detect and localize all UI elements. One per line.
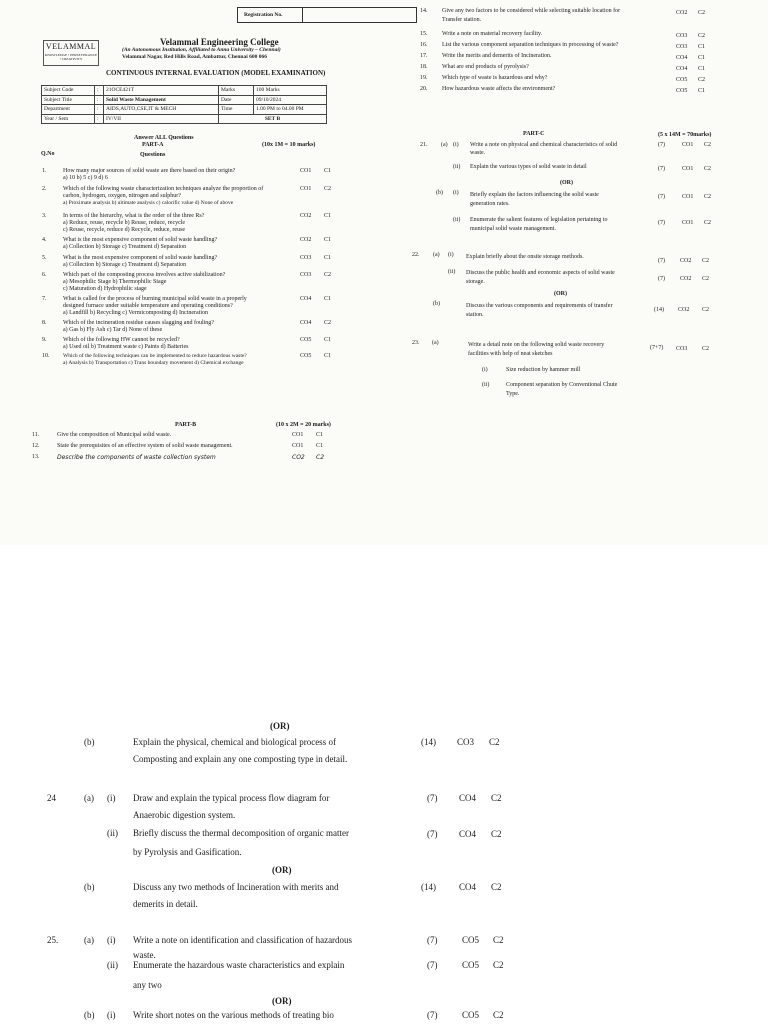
co-level: CO1 bbox=[292, 432, 304, 438]
qno: 12. bbox=[32, 443, 40, 449]
cognitive-level: C1 bbox=[324, 168, 332, 174]
part-a-marks: (10x 1M = 10 marks) bbox=[262, 142, 316, 148]
co-level: CO3 bbox=[676, 33, 688, 39]
cognitive-level: C2 bbox=[698, 77, 706, 83]
mark: (7) bbox=[658, 142, 665, 148]
question-options: a) Mesophilic Stage b) Thermophilic Stage bbox=[63, 279, 167, 285]
question-options: a) Collection b) Storage c) Treatment d) Separation bbox=[63, 244, 187, 250]
cognitive-level: C1 bbox=[324, 296, 332, 302]
q24b-co: CO4 bbox=[459, 882, 477, 892]
time-label: Time bbox=[219, 105, 254, 115]
department-label: Department bbox=[42, 105, 95, 115]
question-20 bbox=[420, 86, 720, 97]
or-separator: (OR) bbox=[560, 180, 573, 186]
question-16 bbox=[420, 42, 720, 53]
registration-box bbox=[237, 7, 417, 23]
college-affiliation: (An Autonomous Institution, Affiliated to Anna University – Chennai) bbox=[122, 47, 281, 53]
mark: (7) bbox=[658, 220, 665, 226]
co-level: CO5 bbox=[300, 353, 312, 359]
question-8 bbox=[30, 320, 350, 337]
question-text: State the prerequisites of an effective system of solid waste management. bbox=[57, 443, 233, 449]
answer-all: Answer ALL Questions bbox=[134, 135, 194, 141]
q24b-text: Discuss any two methods of Incineration with merits and bbox=[133, 882, 339, 892]
question-text-cont: municipal solid waste management. bbox=[470, 226, 556, 232]
q24a-i-co: CO4 bbox=[459, 793, 477, 803]
cognitive-level: C1 bbox=[316, 443, 324, 449]
question-text: Which part of the composting process involves active stabilization? bbox=[63, 272, 226, 278]
college-address: Velammal Nagar, Red Hills Road, Ambattur, Chennai 600 066 bbox=[122, 54, 268, 60]
qno-header: Q.No bbox=[41, 151, 55, 157]
co-level: CO2 bbox=[676, 10, 688, 16]
co-level: CO2 bbox=[300, 237, 312, 243]
q24a-ii-mark: (7) bbox=[427, 829, 438, 839]
registration-label: Registration No. bbox=[244, 12, 283, 18]
cognitive-level: C2 bbox=[704, 194, 712, 200]
cognitive-level: C1 bbox=[324, 255, 332, 261]
date-label: Date bbox=[219, 95, 254, 105]
q23b-co: CO3 bbox=[457, 737, 475, 747]
question-options: a) Analysis b) Transportation c) Trans boundary movement d) Chemical exchange bbox=[63, 360, 244, 366]
co-level: CO2 bbox=[680, 258, 692, 264]
co-level: CO5 bbox=[300, 337, 312, 343]
co-level: CO2 bbox=[300, 213, 312, 219]
q25b-i-co: CO5 bbox=[462, 1010, 480, 1020]
cognitive-level: C1 bbox=[698, 55, 706, 61]
time-value: 1.00 PM to 04.00 PM bbox=[254, 105, 327, 115]
q24a-i-mark: (7) bbox=[427, 793, 438, 803]
question-options: a) Collection b) Storage c) Treatment d) Separation bbox=[63, 262, 187, 268]
cognitive-level: C2 bbox=[704, 142, 712, 148]
question-text: Give any two factors to be considered while selecting suitable location for bbox=[442, 8, 621, 14]
q24b-label: (b) bbox=[84, 882, 95, 892]
colon: : bbox=[95, 105, 104, 115]
subject-code: 21OCE421T bbox=[104, 86, 219, 96]
or-separator: (OR) bbox=[272, 996, 292, 1006]
set-label: SET B bbox=[219, 114, 327, 124]
question-text: Discuss the various components and requirements of transfer bbox=[466, 303, 613, 309]
q25a-i-text-cont: waste. bbox=[133, 950, 156, 960]
question-4 bbox=[30, 237, 350, 255]
colon: : bbox=[95, 95, 104, 105]
question-text: In terms of the hierarchy, what is the order of the three Rs? bbox=[63, 213, 205, 219]
part-b-marks: (10 x 2M = 20 marks) bbox=[276, 422, 331, 428]
marks-value: 100 Marks bbox=[254, 86, 327, 96]
subject-title-label: Subject Title bbox=[42, 95, 95, 105]
q25a-i-co: CO5 bbox=[462, 935, 480, 945]
co-level: CO5 bbox=[676, 77, 688, 83]
q23b-cognitive: C2 bbox=[489, 737, 500, 747]
question-21: 21. (a) (i) Write a note on physical and chemical characteristics of solid waste. (7) CO1 C2 (ii) Explain the various types of solid waste in detail (7) CO1 C2 (OR) (b) (i) Briefly explain the factors influencing the solid waste generation rates. (7) CO1 C2 (ii) Enumerate the salient features of legislation pertaining to municipal solid waste management. (7) CO1 C2 bbox=[420, 142, 712, 232]
cognitive-level: C1 bbox=[324, 337, 332, 343]
question-text-cont: station. bbox=[466, 312, 484, 318]
co-level: CO3 bbox=[676, 44, 688, 50]
question-text: Which type of waste is hazardous and why? bbox=[442, 75, 548, 81]
q24a-i-text: Draw and explain the typical process flow diagram for bbox=[133, 793, 330, 803]
question-text: Which of the incineration residue causes slagging and fouling? bbox=[63, 320, 214, 326]
qno: 4. bbox=[42, 237, 47, 243]
college-name: Velammal Engineering College bbox=[160, 37, 279, 47]
cognitive-level: C1 bbox=[316, 432, 324, 438]
part-a-label: PART-A bbox=[142, 142, 164, 148]
exam-page-2 bbox=[0, 545, 768, 1024]
q24a-i-label: (i) bbox=[107, 793, 116, 803]
mark: (7) bbox=[658, 166, 665, 172]
cognitive-level: C2 bbox=[702, 258, 710, 264]
q25a-ii-mark: (7) bbox=[427, 960, 438, 970]
cognitive-level: C2 bbox=[324, 186, 332, 192]
qno: 7. bbox=[42, 296, 47, 302]
co-level: CO1 bbox=[682, 194, 694, 200]
question-text: What is the most expensive component of solid waste handling? bbox=[63, 255, 218, 261]
question-text-cont: Transfer station. bbox=[442, 17, 482, 23]
q24b-text-cont: demerits in detail. bbox=[133, 899, 198, 909]
co-level: CO3 bbox=[300, 272, 312, 278]
question-text: Which of the following techniques can be implemented to reduce hazardous waste? bbox=[63, 353, 247, 359]
co-level: CO2 bbox=[292, 454, 305, 461]
question-text: Write a note on material recovery facility. bbox=[442, 31, 543, 37]
year-sem-value: IV/VII bbox=[104, 114, 219, 124]
colon: : bbox=[95, 114, 104, 124]
cognitive-level: C2 bbox=[324, 320, 332, 326]
sub-item: Size reduction by hammer mill bbox=[506, 367, 581, 373]
cognitive-level: C2 bbox=[702, 307, 710, 313]
co-level: CO4 bbox=[300, 296, 312, 302]
question-13 bbox=[30, 454, 350, 465]
department-value: AIDS,AUTO,CSE,IT & MECH bbox=[104, 105, 219, 115]
qno: 8. bbox=[42, 320, 47, 326]
co-level: CO1 bbox=[300, 186, 312, 192]
q25b-label: (b) bbox=[84, 1010, 95, 1020]
co-level: CO3 bbox=[300, 255, 312, 261]
question-12 bbox=[30, 443, 350, 454]
mark: (7) bbox=[658, 258, 665, 264]
q24a-ii-co: CO4 bbox=[459, 829, 477, 839]
questions-header: Questions bbox=[140, 152, 166, 158]
qno: 16. bbox=[420, 42, 428, 48]
question-text: List the various component separation techniques in processing of waste? bbox=[442, 42, 619, 48]
q25a-ii-text: Enumerate the hazardous waste characteristics and explain bbox=[133, 960, 345, 970]
q24a-ii-text-cont: by Pyrolysis and Gasification. bbox=[133, 847, 242, 857]
q25a-label: (a) bbox=[84, 935, 94, 945]
cognitive-level: C1 bbox=[324, 213, 332, 219]
logo-name: VELAMMAL bbox=[45, 42, 97, 51]
q25a-ii-text-cont: any two bbox=[133, 980, 162, 990]
question-1 bbox=[30, 168, 350, 186]
cognitive-level: C1 bbox=[698, 66, 706, 72]
or-separator: (OR) bbox=[554, 291, 567, 297]
q25a-i-text: Write a note on identification and classification of hazardous bbox=[133, 935, 353, 945]
sub-item-cont: Type. bbox=[506, 391, 520, 397]
q25a-i-mark: (7) bbox=[427, 935, 438, 945]
q25b-i-label: (i) bbox=[107, 1010, 116, 1020]
co-level: CO2 bbox=[678, 307, 690, 313]
question-text-cont: storage. bbox=[466, 279, 485, 285]
qno: 21. bbox=[420, 142, 428, 148]
q24a-ii-text: Briefly discuss the thermal decomposition of organic matter bbox=[133, 828, 350, 838]
question-text-cont: generation rates. bbox=[470, 201, 510, 207]
co-level: CO1 bbox=[682, 166, 694, 172]
cognitive-level: C1 bbox=[324, 353, 332, 359]
question-options-2: c) Reuse, recycle, reduce d) Recycle, reduce, reuse bbox=[63, 227, 186, 233]
qno: 18. bbox=[420, 64, 428, 70]
part-b-list-left bbox=[30, 432, 350, 465]
question-text: Write the merits and demerits of Incineration. bbox=[442, 53, 552, 59]
q23b-text: Explain the physical, chemical and biological process of bbox=[133, 737, 336, 747]
question-text: Which of the following waste characterization techniques analyze the proportion of bbox=[63, 186, 264, 192]
co-level: CO4 bbox=[676, 66, 688, 72]
q24a-ii-label: (ii) bbox=[107, 828, 118, 838]
co-level: CO1 bbox=[292, 443, 304, 449]
cognitive-level: C1 bbox=[698, 44, 706, 50]
exam-info-table bbox=[41, 85, 327, 124]
question-options: a) Reduce, reuse, recycle b) Reuse, reduce, recycle bbox=[63, 220, 186, 226]
q25a-i-cognitive: C2 bbox=[493, 935, 504, 945]
question-options: a) Gas b) Fly Ash c) Tar d) None of these bbox=[63, 327, 163, 333]
mark: (7+7) bbox=[650, 345, 664, 351]
q25a-ii-co: CO5 bbox=[462, 960, 480, 970]
question-text: Write a note on physical and chemical characteristics of solid bbox=[470, 142, 618, 148]
subject-title: Solid Waste Management bbox=[104, 95, 219, 105]
question-9 bbox=[30, 337, 350, 353]
mark: (7) bbox=[658, 194, 665, 200]
qno: 6. bbox=[42, 272, 47, 278]
question-5 bbox=[30, 255, 350, 272]
question-text: What is called for the process of burning municipal solid waste in a properly bbox=[63, 296, 247, 302]
cognitive-level: C2 bbox=[316, 454, 325, 461]
qno: 23. bbox=[412, 340, 420, 346]
cognitive-level: C2 bbox=[698, 10, 706, 16]
question-text: Discuss the public health and economic aspects of solid waste bbox=[466, 270, 615, 276]
co-level: CO4 bbox=[676, 55, 688, 61]
q25b-i-mark: (7) bbox=[427, 1010, 438, 1020]
question-6 bbox=[30, 272, 350, 296]
question-options: a) 10 b) 5 c) 9 d) 6 bbox=[63, 175, 108, 181]
qno: 10. bbox=[42, 353, 50, 359]
part-a-list bbox=[30, 168, 350, 369]
question-2 bbox=[30, 186, 350, 213]
co-level: CO1 bbox=[682, 220, 694, 226]
question-11 bbox=[30, 432, 350, 443]
q23b-mark: (14) bbox=[421, 737, 436, 747]
part-c-marks: (5 x 14M = 70marks) bbox=[658, 132, 712, 138]
q23b-text-cont: Composting and explain any one composting type in detail. bbox=[133, 754, 348, 764]
question-options: a) Landfill b) Recycling c) Vermicomposting d) Incineration bbox=[63, 310, 209, 316]
co-level: CO3 bbox=[676, 346, 688, 352]
subject-code-label: Subject Code bbox=[42, 86, 95, 96]
or-separator: (OR) bbox=[272, 865, 292, 875]
question-17 bbox=[420, 53, 720, 64]
question-text: What are end products of pyrolysis? bbox=[442, 64, 529, 70]
question-22: 22. (a) (i) Explain briefly about the onsite storage methods. (7) CO2 C2 (ii) Discuss the public health and economic aspects of solid waste storage. (7) CO2 C2 (OR) (b) Discuss the various components and requirements of transfer station. (14) CO2 C2 bbox=[412, 252, 710, 318]
co-level: CO4 bbox=[300, 320, 312, 326]
question-23a: 23. (a) Write a detail note on the following solid waste recovery facilities with help of neat sketches (7+7) CO3 C2 (i) Size reduction by hammer mill (ii) Component separation by Conventional Chute Type. bbox=[412, 340, 710, 397]
question-15 bbox=[420, 31, 720, 42]
college-logo bbox=[43, 40, 99, 66]
part-b-list-right bbox=[420, 8, 720, 97]
q24a-i-text-cont: Anaerobic digestion system. bbox=[133, 810, 236, 820]
co-level: CO1 bbox=[682, 142, 694, 148]
or-separator: (OR) bbox=[270, 721, 290, 731]
colon: : bbox=[95, 86, 104, 96]
co-level: CO5 bbox=[676, 88, 688, 94]
year-sem-label: Year / Sem bbox=[42, 114, 95, 124]
question-18 bbox=[420, 64, 720, 75]
q25a-i-label: (i) bbox=[107, 935, 116, 945]
cognitive-level: C1 bbox=[324, 237, 332, 243]
question-options: a) Used oil b) Treatment waste c) Paints d) Batteries bbox=[63, 344, 189, 350]
q25b-i-cognitive: C2 bbox=[493, 1010, 504, 1020]
question-text-handwritten: Describe the components of waste collection system bbox=[57, 454, 216, 461]
question-text: How many major sources of solid waste are there based on their origin? bbox=[63, 168, 236, 174]
question-10 bbox=[30, 353, 350, 369]
qno: 17. bbox=[420, 53, 428, 59]
q24b-mark: (14) bbox=[421, 882, 436, 892]
logo-tagline: KNOWLEDGE • PERSEVERANCE • CREATIVITY bbox=[44, 53, 98, 61]
qno: 22. bbox=[412, 252, 420, 258]
exam-title: CONTINUOUS INTERNAL EVALUATION (MODEL EXAMINATION) bbox=[106, 69, 326, 77]
qno: 5. bbox=[42, 255, 47, 261]
qno: 11. bbox=[32, 432, 40, 438]
q25a-ii-cognitive: C2 bbox=[493, 960, 504, 970]
q24a-label: (a) bbox=[84, 793, 94, 803]
question-text: Give the composition of Municipal solid waste. bbox=[57, 432, 172, 438]
question-7 bbox=[30, 296, 350, 320]
question-text-cont: waste. bbox=[470, 150, 486, 156]
qno: 13. bbox=[32, 454, 40, 460]
cognitive-level: C2 bbox=[324, 272, 332, 278]
qno: 1. bbox=[42, 168, 47, 174]
q24a-i-cognitive: C2 bbox=[491, 793, 502, 803]
part-c-label: PART-C bbox=[523, 131, 545, 137]
qno: 19. bbox=[420, 75, 428, 81]
question-options-2: c) Maturation d) Hydrophilic stage bbox=[63, 286, 147, 292]
co-level: CO2 bbox=[680, 276, 692, 282]
question-text: Enumerate the salient features of legislation pertaining to bbox=[470, 217, 608, 223]
question-text: Explain briefly about the onsite storage methods. bbox=[466, 254, 584, 260]
mark: (7) bbox=[658, 276, 665, 282]
question-text-cont: designed furnace under suitable temperature and operating conditions? bbox=[63, 303, 233, 309]
co-level: CO1 bbox=[300, 168, 312, 174]
q24a-ii-cognitive: C2 bbox=[491, 829, 502, 839]
cognitive-level: C2 bbox=[704, 166, 712, 172]
cognitive-level: C2 bbox=[704, 220, 712, 226]
question-text: Write a detail note on the following solid waste recovery bbox=[468, 342, 605, 348]
qno: 20. bbox=[420, 86, 428, 92]
question-14 bbox=[420, 8, 720, 31]
q25-number: 25. bbox=[47, 935, 59, 945]
mark: (14) bbox=[654, 307, 664, 313]
cognitive-level: C2 bbox=[702, 276, 710, 282]
qno: 15. bbox=[420, 31, 428, 37]
marks-label: Marks bbox=[219, 86, 254, 96]
sub-item: Component separation by Conventional Chute bbox=[506, 382, 618, 388]
qno: 3. bbox=[42, 213, 47, 219]
question-text: Which of the following HW cannot be recycled? bbox=[63, 337, 180, 343]
cognitive-level: C2 bbox=[702, 346, 710, 352]
question-text-cont: carbon, hydrogen, oxygen, nitrogen and sulphur? bbox=[63, 193, 181, 199]
question-text: Explain the various types of solid waste in detail bbox=[470, 164, 587, 170]
question-options: a) Proximate analysis b) ultimate analysis c) calorific value d) None of above bbox=[63, 200, 234, 206]
q24-number: 24 bbox=[47, 793, 56, 803]
question-text: How hazardous waste affects the environment? bbox=[442, 86, 556, 92]
q23b-label: (b) bbox=[84, 737, 95, 747]
qno: 2. bbox=[42, 186, 47, 192]
question-text: Briefly explain the factors influencing the solid waste bbox=[470, 192, 599, 198]
question-19 bbox=[420, 75, 720, 86]
cognitive-level: C2 bbox=[698, 33, 706, 39]
qno: 14. bbox=[420, 8, 428, 14]
q25a-ii-label: (ii) bbox=[107, 960, 118, 970]
question-text-cont: facilities with help of neat sketches bbox=[468, 351, 553, 357]
date-value: 09/10/2024 bbox=[254, 95, 327, 105]
q25b-i-text: Write short notes on the various methods of treating bio bbox=[133, 1010, 334, 1020]
qno: 9. bbox=[42, 337, 47, 343]
part-b-label: PART-B bbox=[175, 422, 197, 428]
cognitive-level: C1 bbox=[698, 88, 706, 94]
question-text: What is the most expensive component of solid waste handling? bbox=[63, 237, 218, 243]
q24b-cognitive: C2 bbox=[491, 882, 502, 892]
question-3 bbox=[30, 213, 350, 237]
